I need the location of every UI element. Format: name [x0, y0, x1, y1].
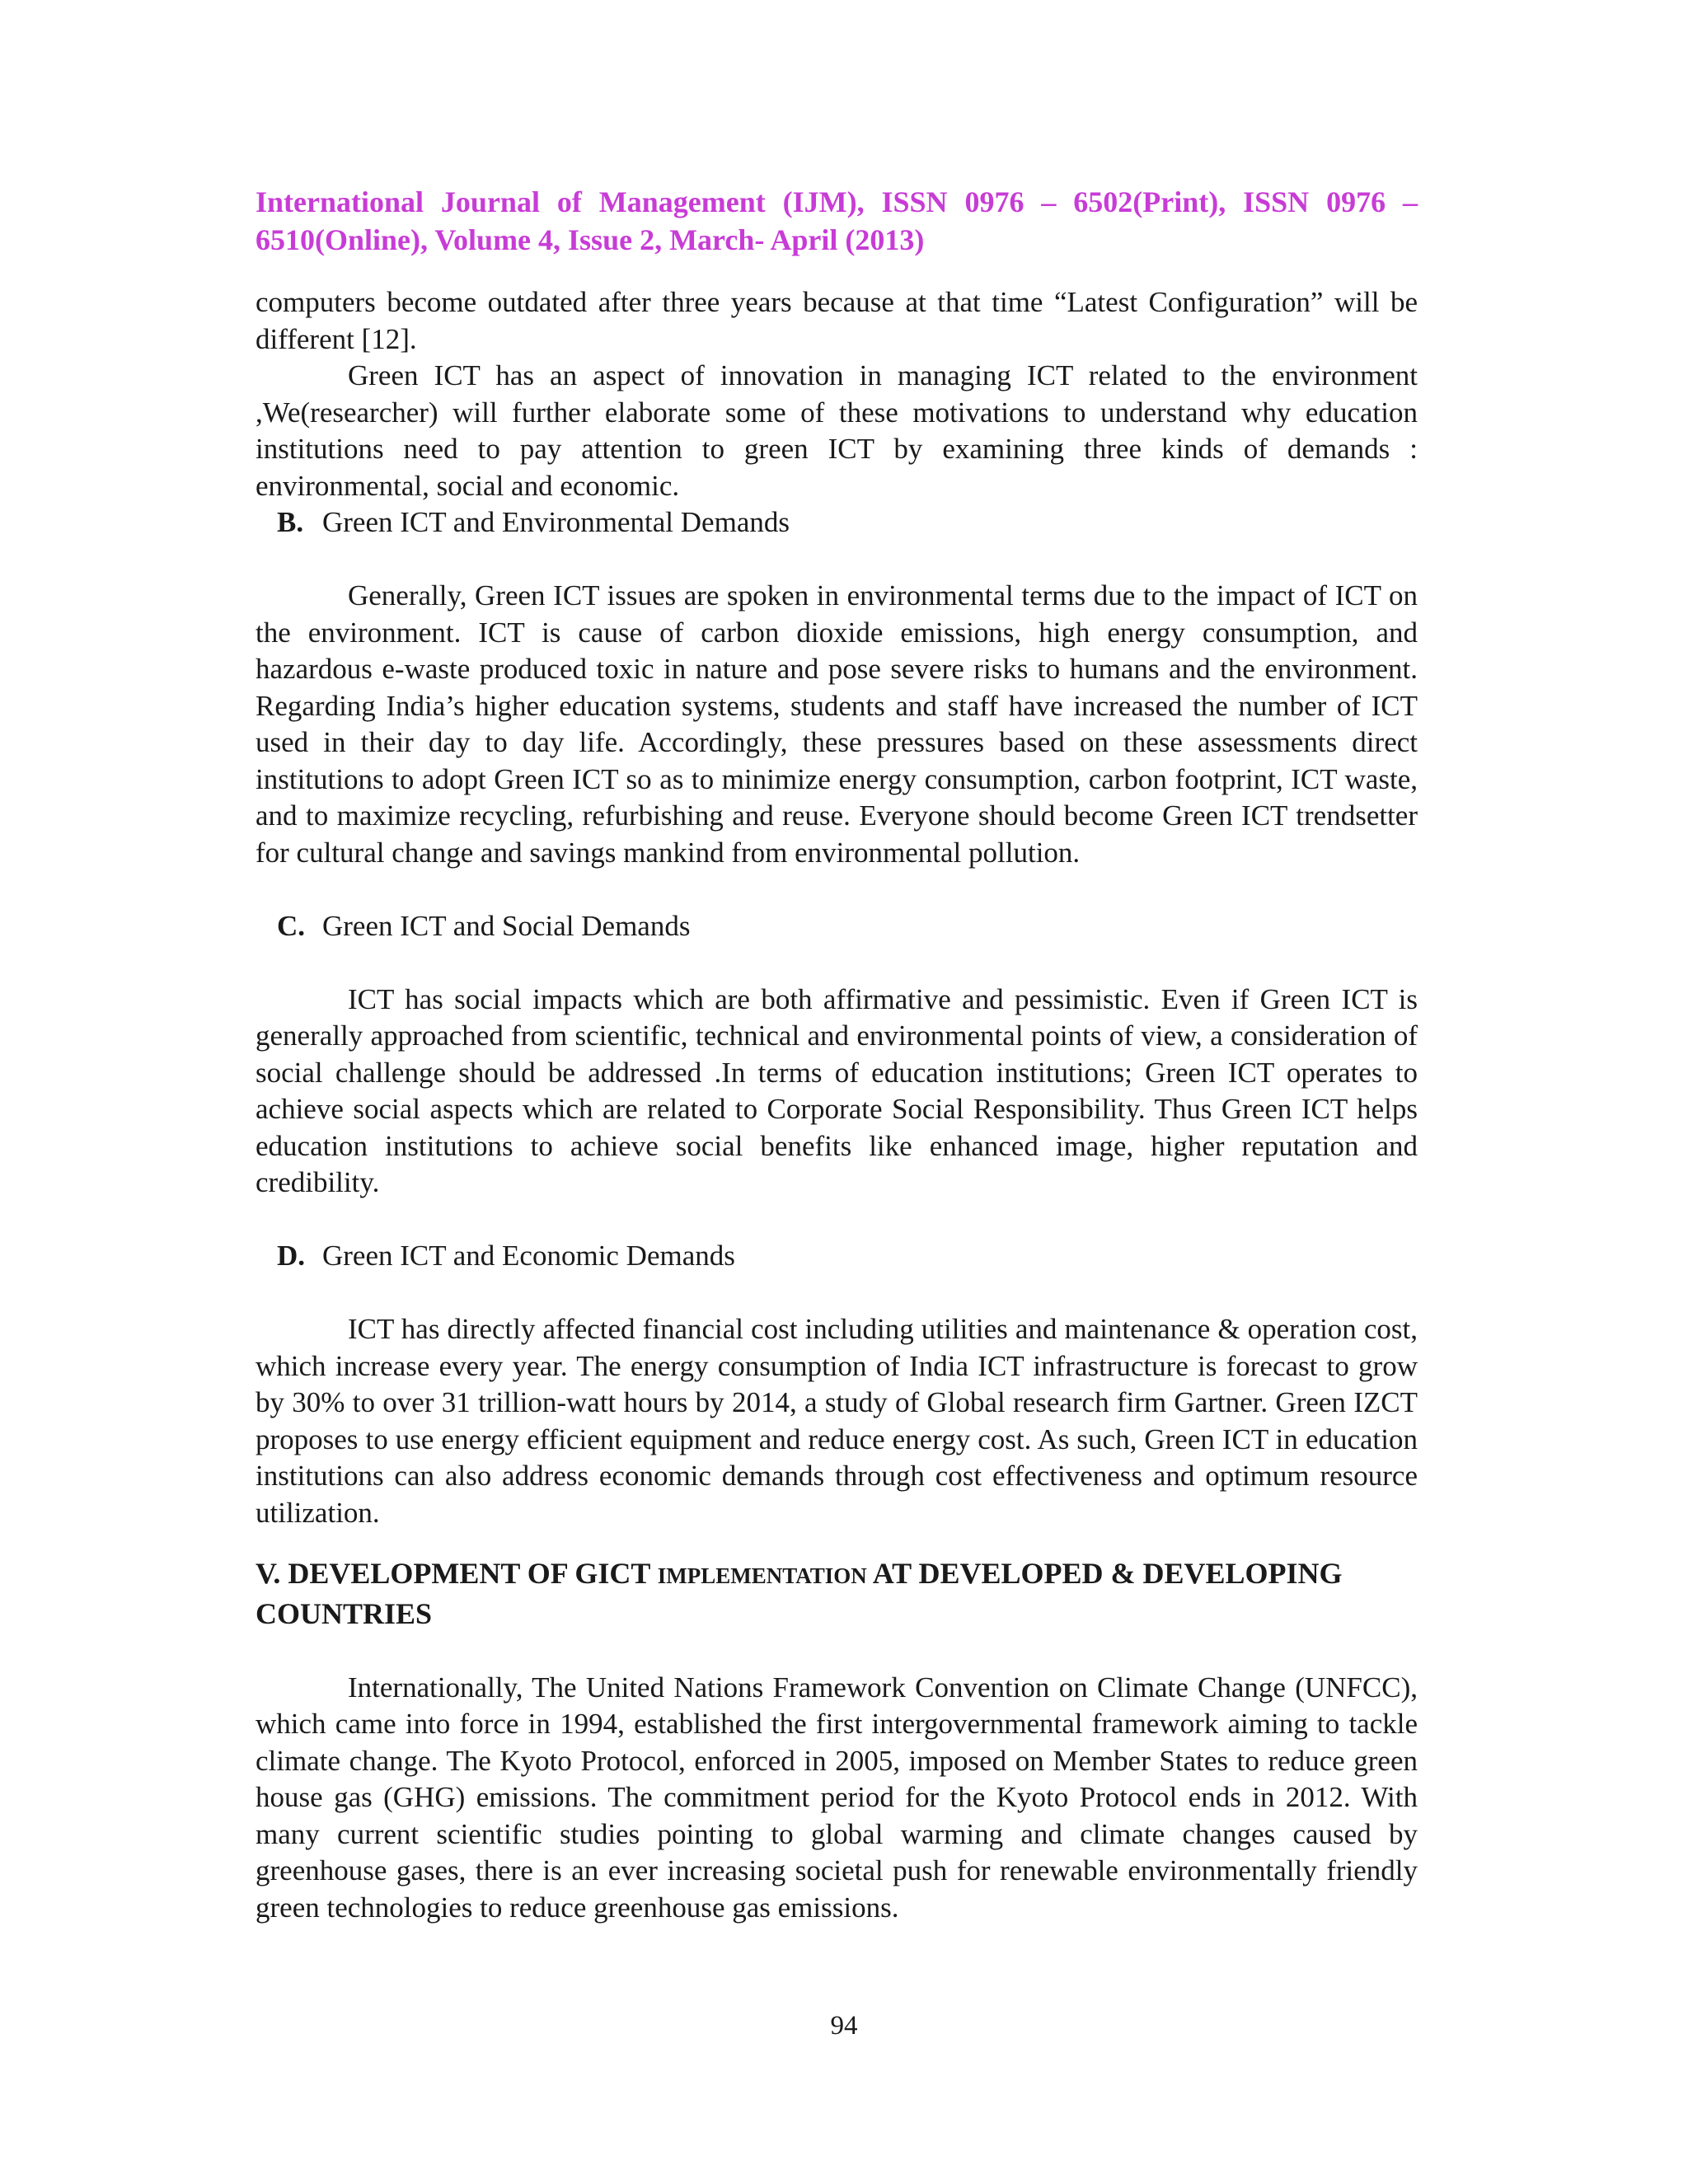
paragraph-green-ict-aspect: Green ICT has an aspect of innovation in managing ICT related to the environment ,We(researcher) will further elaborate some of these motivations to understand why education institutions need to pay attention to green ICT by examining three kinds of demands : environmental, social and economic.	[256, 359, 1418, 502]
paragraph-economic: ICT has directly affected financial cost including utilities and maintenance & operation cost, which increase every year. The energy consumption of India ICT infrastructure is forecast to grow by 30% to over 31 trillion-watt hours by 2014, a study of Global research firm Gartner. Green IZCT proposes to use energy efficient equipment and reduce energy cost. As such, Green ICT in education institutions can also address economic demands through cost effectiveness and optimum resource utilization.	[256, 1313, 1418, 1529]
page-number: 94	[830, 2011, 858, 2041]
section-heading-v-smallcaps: IMPLEMENTATION	[657, 1563, 867, 1588]
subsection-letter-c: C.	[277, 909, 306, 942]
subsection-letter-b: B.	[277, 506, 304, 538]
subsection-title-d: Green ICT and Economic Demands	[322, 1240, 735, 1272]
paragraph-environmental: Generally, Green ICT issues are spoken in environmental terms due to the impact of ICT on the environment. ICT is cause of carbon dioxide emissions, high energy consumption, and hazardous e-waste produced toxic in nature and pose severe risks to humans and the environment. Regarding India’s higher education systems, students and staff have increased the number of ICT used in their day to day life. Accordingly, these pressures based on these assessments direct institutions to adopt Green ICT so as to minimize energy consumption, carbon footprint, ICT waste, and to maximize recycling, refurbishing and reuse. Everyone should become Green ICT trendsetter for cultural change and savings mankind from environmental pollution.	[256, 579, 1418, 869]
paragraph-social: ICT has social impacts which are both affirmative and pessimistic. Even if Green ICT is generally approached from scientific, technical and environmental points of view, a consideration of social challenge should be addressed .In terms of education institutions; Green ICT operates to achieve social aspects which are related to Corporate Social Responsibility. Thus Green ICT helps education institutions to achieve social benefits like enhanced image, higher reputation and credibility.	[256, 982, 1418, 1198]
section-heading-v-part1: V. DEVELOPMENT OF GICT	[256, 1557, 658, 1590]
paragraph-international: Internationally, The United Nations Framework Convention on Climate Change (UNFCC), which came into force in 1994, established the first intergovernmental framework aiming to tackle climate change. The Kyoto Protocol, enforced in 2005, imposed on Member States to reduce green house gas (GHG) emissions. The commitment period for the Kyoto Protocol ends in 2012. With many current scientific studies pointing to global warming and climate changes caused by greenhouse gases, there is an ever increasing societal push for renewable environmentally friendly green technologies to reduce greenhouse gas emissions.	[256, 1671, 1418, 1924]
subsection-letter-d: D.	[277, 1240, 306, 1272]
subsection-title-b: Green ICT and Environmental Demands	[322, 506, 790, 538]
page-body	[256, 284, 1418, 1926]
subsection-heading-d	[256, 1238, 1418, 1275]
journal-header: International Journal of Management (IJM), ISSN 0976 – 6502(Print), ISSN 0976 – 6510(Online), Volume 4, Issue 2, March- April (2013)	[256, 185, 1418, 256]
section-heading-v	[256, 1554, 1418, 1633]
subsection-title-c: Green ICT and Social Demands	[322, 909, 691, 942]
subsection-heading-b	[256, 504, 1418, 541]
paragraph-continuation: computers become outdated after three years because at that time “Latest Configuration” will be different [12].	[256, 286, 1418, 355]
subsection-heading-c	[256, 908, 1418, 945]
section-heading-v-part3: AT DEVELOPED & DEVELOPING COUNTRIES	[256, 1557, 1343, 1630]
